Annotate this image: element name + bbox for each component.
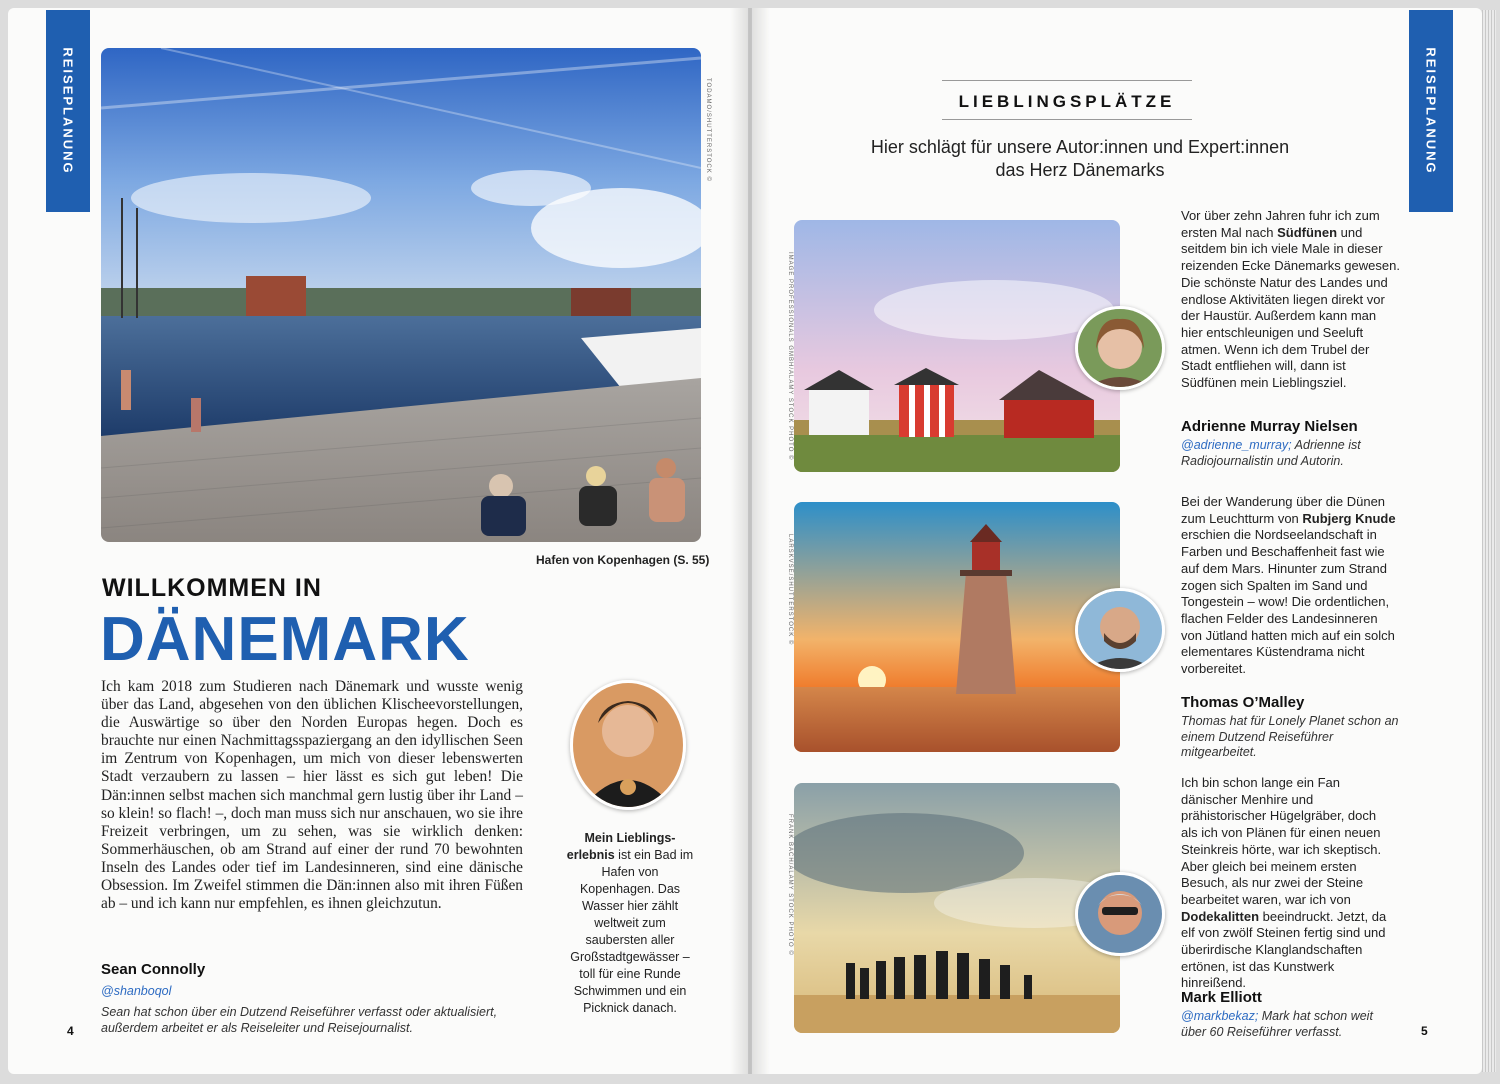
author-handle[interactable]: @shanboqol [101,984,172,998]
favourite-experience-box [565,830,695,1017]
entry-text-3 [1181,775,1396,992]
entry-author-handle[interactable]: @adrienne_murray; [1181,438,1292,452]
title-rule-top [942,80,1192,81]
photo-credit: TODAMO/SHUTTERSTOCK © [705,78,711,182]
entry-author-bio-2 [1181,714,1401,761]
entry-author-name: Adrienne Murray Nielsen [1181,418,1358,435]
subtitle-line-2: das Herz Dänemarks [995,160,1165,180]
photo-credit: FRANK BACH/ALAMY STOCK PHOTO © [787,814,793,956]
section-subtitle [840,136,1320,182]
subtitle-line-1: Hier schlägt für unsere Autor:innen und Expert:innen [870,137,1290,157]
entry-author-bio-3 [1181,1009,1401,1040]
beach-huts-photo [794,220,1120,472]
entry-text-part: erschien die Nordseelandschaft in Farben und Beschaffenheit fast wie auf dem Mars. Hinunter zum Strand zogen sich Spalten im Sand und Tongestein – wow! Die ordentlichen, flachen Felder des Landesinneren von Jütland hatten mich auf ein solch elementares Küstendrama nicht vorbereitet. [1181,527,1395,677]
entry-bio-text: Thomas hat für Lonely Planet schon an einem Dutzend Reiseführer mitgearbeitet. [1181,714,1399,759]
entry-text-part: Bei der Wanderung über die Dünen zum Leuchtturm von [1181,494,1386,526]
portrait-adrienne [1075,306,1165,390]
stone-circle-photo [794,783,1120,1033]
entry-text-2 [1181,494,1396,678]
entry-author-bio-1 [1181,438,1401,469]
section-tab-label: REISEPLANUNG [1423,47,1439,175]
entry-text-part: beeindruckt. Jetzt, da elf von zwölf Steinen fertig sind und überirdische Klanglandschaften ertönen, ist das Kunstwerk hinreißend. [1181,908,1387,991]
sidebox-text: ist ein Bad im Hafen von Kopenhagen. Das Wasser hier zählt weltweit zum saubersten aller Großstadtgewässer – toll für eine Runde Schwimmen und ein Picknick danach. [570,848,694,1015]
entry-author-name: Mark Elliott [1181,989,1262,1006]
book-gutter [730,8,770,1074]
entry-text-1 [1181,208,1401,392]
entry-bio-text: Adrienne ist Radiojournalistin und Autorin. [1181,438,1361,468]
photo-credit: IMAGE PROFESSIONALS GMBH/ALAMY STOCK PHOTO © [787,252,793,461]
author-bio: Sean hat schon über ein Dutzend Reiseführer verfasst oder aktualisiert, außerdem arbeitet er als Reiseleiter und Reisejournalist. [101,1005,498,1035]
headline-large: DÄNEMARK [100,605,470,674]
photo-caption: Hafen von Kopenhagen (S. 55) [536,553,710,567]
section-tab-label: REISEPLANUNG [60,47,76,175]
entry-author-handle[interactable]: @markbekaz; [1181,1009,1259,1023]
entry-bio-text: Mark hat schon weit über 60 Reiseführer verfasst. [1181,1009,1373,1039]
photo-credit: LARSKVSE/SHUTTERSTOCK © [787,534,793,646]
entry-text-part: Vor über zehn Jahren fuhr ich zum ersten Mal nach [1181,208,1380,240]
entry-text-part: und seitdem bin ich viele Male in dieser reizenden Ecke Dänemarks gewesen. Die schönste Natur des Landes und endlose Aktivitäten liegen direkt vor der Haustür. Außerdem kann man hier entschleunigen und Seeluft atmen. Wenn ich dem Trubel der Stadt entfliehen will, dann ist Südfünen mein Lieblingsziel. [1181,224,1400,391]
section-title: LIEBLINGSPLÄTZE [958,92,1176,111]
entry-place: Südfünen [1277,224,1338,240]
author-name: Sean Connolly [101,961,206,978]
page-number-right: 5 [1421,1024,1428,1038]
headline-small: WILLKOMMEN IN [102,574,322,602]
sidebox-heading: Mein Lieblings-erlebnis [566,831,676,862]
page-number-left: 4 [67,1024,74,1038]
author-portrait [570,680,686,810]
title-rule-bottom [942,119,1192,120]
entry-place: Dodekalitten [1181,908,1260,924]
page-edges [1482,10,1496,1072]
portrait-mark [1075,872,1165,956]
intro-body-text: Ich kam 2018 zum Studieren nach Dänemark und wusste wenig über das Land, abgesehen von den üblichen Klischeevorstellungen, die Auswärtige so über den Norden Europas hegen. Doch es brauchte nur einen Nachmittagsspaziergang an den idyllischen Seen im Zentrum von Kopenhagen, um mich von dieser lebenswerten Stadt verzaubern zu lassen – hier lässt es sich gut leben! Die Dän:innen selbst machen sich manchmal gern lustig über ihr Land – so klein! so flach! –, doch man muss sich nur anschauen, wo sie ihre Freizeit verbringen, um zu sehen, was sie wirklich denken: Sommerhäuschen, ob am Strand auf einer der rund 70 bewohnten Inseln des Landes oder tief im Landesinneren, sind eine dänische Obsession. Im Zweifel stimmen die Dän:innen also mit ihren Füßen ab – und ich kann nur empfehlen, es ihnen gleichzutun. [101,678,523,913]
entry-author-name: Thomas O’Malley [1181,694,1305,711]
lighthouse-photo [794,502,1120,752]
section-tab-left [46,10,90,212]
harbour-photo [101,48,701,542]
portrait-thomas [1075,588,1165,672]
entry-text-part: Ich bin schon lange ein Fan dänischer Menhire und prähistorischer Hügelgräber, doch als ich von Plänen für einen neuen Steinkreis hörte, war ich skeptisch. Aber gleich bei meinem ersten Besuch, als nur zwei der Steine bearbeitet waren, war ich von [1181,775,1382,907]
section-tab-right [1409,10,1453,212]
entry-place: Rubjerg Knude [1302,510,1396,526]
